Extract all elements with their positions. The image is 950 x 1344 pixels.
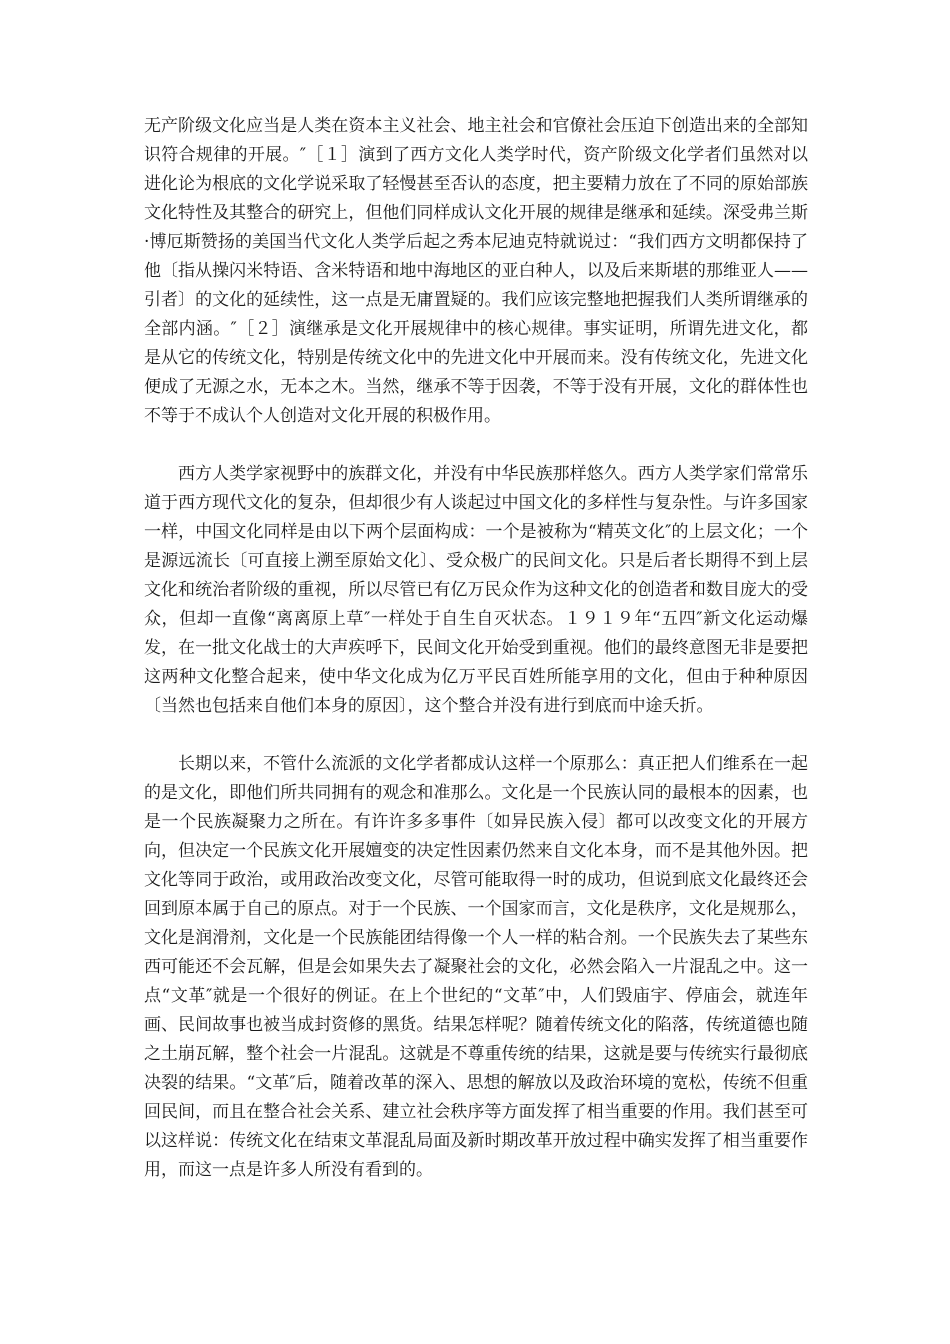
paragraph-2: 西方人类学家视野中的族群文化，并没有中华民族那样悠久。西方人类学家们常常乐道于西方现代文化的复杂，但却很少有人谈起过中国文化的多样性与复杂性。与许多国家一样，中国文化同样是由以下两个层面构成：一个是被称为“精英文化″的上层文化；一个是源远流长〔可直接上溯至原始文化〕、受众极广的民间文化。只是后者长期得不到上层文化和统治者阶级的重视，所以尽管已有亿万民众作为这种文化的创造者和数目庞大的受众，但却一直像“离离原上草″一样处于自生自灭状态。１９１９年“五四″新文化运动爆发，在一批文化战士的大声疾呼下，民间文化开始受到重视。他们的最终意图无非是要把这两种文化整合起来，使中华文化成为亿万平民百姓所能享用的文化，但由于种种原因〔当然也包括来自他们本身的原因〕，这个整合并没有进行到底而中途夭折。	[144, 464, 808, 716]
paragraph-3: 长期以来，不管什么流派的文化学者都成认这样一个原那么：真正把人们维系在一起的是文化，即他们所共同拥有的观念和准那么。文化是一个民族认同的最根本的因素，也是一个民族凝聚力之所在。有许许多多事件〔如异民族入侵〕都可以改变文化的开展方向，但决定一个民族文化开展嬗变的决定性因素仍然来自文化本身，而不是其他外因。把文化等同于政治，或用政治改变文化，尽管可能取得一时的成功，但说到底文化最终还会回到原本属于自己的原点。对于一个民族、一个国家而言，文化是秩序，文化是规那么，文化是润滑剂，文化是一个民族能团结得像一个人一样的粘合剂。一个民族失去了某些东西可能还不会瓦解，但是会如果失去了凝聚社会的文化，必然会陷入一片混乱之中。这一点“文革″就是一个很好的例证。在上个世纪的“文革″中，人们毁庙宇、停庙会，就连年画、民间故事也被当成封资修的黑货。结果怎样呢？随着传统文化的陷落，传统道德也随之土崩瓦解，整个社会一片混乱。这就是不尊重传统的结果，这就是要与传统实行最彻底决裂的结果。“文革″后，随着改革的深入、思想的解放以及政治环境的宽松，传统不但重回民间，而且在整合社会关系、建立社会秩序等方面发挥了相当重要的作用。我们甚至可以这样说：传统文化在结束文革混乱局面及新时期改革开放过程中确实发挥了相当重要作用，而这一点是许多人所没有看到的。	[144, 754, 808, 1180]
paragraph-1: 无产阶级文化应当是人类在资本主义社会、地主社会和官僚社会压迫下创造出来的全部知识符合规律的开展。″［１］演到了西方文化人类学时代，资产阶级文化学者们虽然对以进化论为根底的文化学说采取了轻慢甚至否认的态度，把主要精力放在了不同的原始部族文化特性及其整合的研究上，但他们同样成认文化开展的规律是继承和延续。深受弗兰斯·博厄斯赞扬的美国当代文化人类学后起之秀本尼迪克特就说过：“我们西方文明都保持了他〔指从操闪米特语、含米特语和地中海地区的亚白种人，以及后来斯堪的那维亚人——引者〕的文化的延续性，这一点是无庸置疑的。我们应该完整地把握我们人类所谓继承的全部内涵。″［２］演继承是文化开展规律中的核心规律。事实证明，所谓先进文化，都是从它的传统文化，特别是传统文化中的先进文化中开展而来。没有传统文化，先进文化便成了无源之水，无本之木。当然，继承不等于因袭，不等于没有开展，文化的群体性也不等于不成认个人创造对文化开展的积极作用。	[144, 116, 808, 426]
document-body	[144, 112, 808, 1185]
